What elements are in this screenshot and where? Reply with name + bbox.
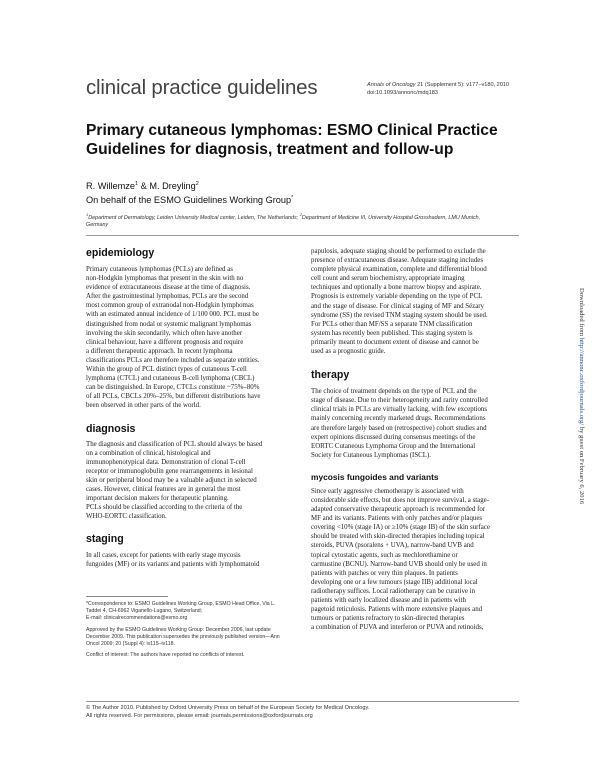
footnote-approval bbox=[86, 627, 296, 648]
text-line: presence of extracutaneous disease. Adequate staging includes bbox=[311, 257, 484, 265]
journal-volume: 21 (Supplement 5): v177–v180, 2010 bbox=[415, 82, 510, 88]
heading-diagnosis: diagnosis bbox=[86, 422, 136, 435]
text-line: Oncol 2009; 20 (Suppl 4): iv115–iv118. bbox=[86, 640, 175, 647]
text-line: can be distinguished. In Europe, CTCLs constitute ~75%–80% bbox=[86, 384, 260, 392]
text-line: syndrome (SS) the revised TNM staging system should be used. bbox=[311, 311, 488, 319]
affiliation-line: Germany bbox=[86, 222, 109, 228]
text-line: Within the group of PCL distinct types of cutaneous T-cell bbox=[86, 366, 247, 374]
text-line: been observed in other parts of the world. bbox=[86, 402, 201, 410]
text-line: a combination of PUVA and interferon or PUVA and retinoids, bbox=[311, 624, 484, 632]
left-column bbox=[86, 241, 296, 570]
text-line: developing one or a few tumours (stage IIB) additional local bbox=[311, 578, 478, 586]
text-line: receptor or immunoglobulin gene rearrangements in lesional bbox=[86, 467, 253, 475]
text-line: Conflict of interest: The authors have reported no conflicts of interest. bbox=[86, 652, 245, 658]
text-line: primarily meant to document extent of disease and cannot be bbox=[311, 338, 479, 346]
staging-text bbox=[86, 551, 296, 569]
text-line: Approved by the ESMO Guidelines Working Group: December 2006, last update bbox=[86, 626, 271, 633]
text-line: December 2009. This publication supersedes the previously published version—Ann bbox=[86, 633, 280, 640]
footer-divider bbox=[86, 701, 519, 702]
author-separator: & bbox=[138, 181, 150, 192]
text-line: cell count and serum biochemistry, appropriate imaging bbox=[311, 275, 465, 283]
text-line: are therefore largely based on (retrospective) cohort studies and bbox=[311, 424, 487, 432]
text-line: steroids, PUVA (psoralens + UVA), narrow-band UVB and bbox=[311, 542, 474, 550]
text-line: considerable side effects, but does not improve survival, a stage- bbox=[311, 496, 490, 504]
copyright-notice bbox=[86, 705, 369, 721]
doi-line bbox=[367, 90, 509, 98]
text-line: evidence of extracutaneous disease at the time of diagnosis. bbox=[86, 284, 251, 292]
working-group: On behalf of the ESMO Guidelines Working Group bbox=[86, 195, 292, 206]
author-list bbox=[86, 181, 199, 191]
article-title: Primary cutaneous lymphomas: ESMO Clinical Practice Guidelines for diagnosis, treatment and follow-up bbox=[86, 122, 498, 159]
download-watermark bbox=[578, 288, 585, 504]
text-line: WHO-EORTC classification. bbox=[86, 513, 167, 521]
text-line: non-Hodgkin lymphomas that present in the skin with no bbox=[86, 275, 244, 283]
text-line: most common group of extranodal non-Hodgkin lymphomas bbox=[86, 302, 254, 310]
text-line: mainly concerning recently marketed drugs. Recommendations bbox=[311, 415, 486, 423]
download-prefix: Downloaded from bbox=[578, 288, 585, 338]
affiliation-marker: 1 bbox=[135, 181, 139, 187]
text-line: and the stage of disease. For clinical staging of MF and Sézary bbox=[311, 302, 484, 310]
text-line: complete physical examination, complete and differential blood bbox=[311, 266, 487, 274]
text-line: covering <10% (stage IA) or ≥10% (stage IB) of the skin surface bbox=[311, 524, 490, 532]
text-line: PCLs should be classified according to the criteria of the bbox=[86, 504, 243, 512]
right-column bbox=[311, 241, 521, 632]
journal-citation-line bbox=[367, 82, 509, 90]
affiliation-marker: 2 bbox=[195, 181, 199, 187]
text-line: a different therapeutic approach. In recent lymphoma bbox=[86, 347, 233, 355]
text-line: system has recently been published. This staging system is bbox=[311, 329, 473, 337]
affiliation-text: Department of Dermatology, Leiden University Medical center, Leiden, The Netherlands; bbox=[88, 214, 300, 221]
text-line: After the gastrointestinal lymphomas, PCLs are the second bbox=[86, 293, 249, 301]
text-line: Prognosis is extremely variable depending on the type of PCL bbox=[311, 293, 483, 301]
text-line: involving the skin secondarily, which often have another bbox=[86, 329, 243, 337]
diagnosis-text bbox=[86, 440, 296, 522]
journal-name: Annals of Oncology bbox=[367, 82, 416, 88]
journal-citation bbox=[367, 82, 509, 97]
heading-mycosis-fungoides: mycosis fungoides and variants bbox=[311, 471, 439, 482]
journal-link[interactable]: http://annonc.oxfordjournals.org/ bbox=[578, 337, 585, 426]
text-line: techniques and optionally a bone marrow biopsy and aspirate. bbox=[311, 284, 482, 292]
text-line: EORTC Cutaneous Lymphoma Group and the International bbox=[311, 442, 476, 450]
text-line: of all PCLs, CBCLs 20%–25%, but different distributions have bbox=[86, 393, 261, 401]
on-behalf-line bbox=[86, 195, 293, 205]
text-line: The diagnosis and classification of PCL should always be based bbox=[86, 440, 263, 448]
text-line: expert opinions discussed during consensus meetings of the bbox=[311, 433, 476, 441]
copyright-line: © The Author 2010. Published by Oxford University Press on behalf of the European Society for Medical Oncology. bbox=[86, 705, 370, 711]
author-name: M. Dreyling bbox=[149, 181, 196, 192]
text-line: Society for Cutaneous Lymphomas (ISCL). bbox=[311, 451, 431, 459]
text-line: should be treated with skin-directed therapies including topical bbox=[311, 533, 485, 541]
affiliation-marker: 1 bbox=[86, 212, 89, 217]
text-line: immunophenotypical data. Demonstration of clonal T-cell bbox=[86, 458, 246, 466]
footnote-conflict bbox=[86, 652, 296, 659]
footnotes bbox=[86, 601, 296, 664]
text-line: patients with patches or very thin plaques. In patients bbox=[311, 569, 458, 577]
text-line: stage of disease. Due to their heterogeneity and rarity controlled bbox=[311, 397, 488, 405]
affiliation-text: Department of Medicine III, University Hospital Grosshadern, LMU Munich, bbox=[301, 214, 481, 221]
text-line: used as a prognostic guide. bbox=[311, 348, 386, 356]
text-line: The choice of treatment depends on the type of PCL and the bbox=[311, 388, 477, 396]
text-line: Primary cutaneous lymphomas (PCLs) are defined as bbox=[86, 266, 233, 273]
text-line: topical cytostatic agents, such as mechlorethamine or bbox=[311, 551, 458, 559]
footnote-correspondence bbox=[86, 601, 296, 622]
text-line: lymphoma (CTCL) and cutaneous B-cell lymphoma (CBCL) bbox=[86, 375, 255, 383]
text-line: adapted conservative therapeutic approach is recommended for bbox=[311, 506, 486, 514]
section-title: clinical practice guidelines bbox=[86, 76, 318, 99]
heading-staging: staging bbox=[86, 533, 124, 546]
heading-epidemiology: epidemiology bbox=[86, 247, 155, 259]
author-name: R. Willemze bbox=[86, 181, 136, 192]
affiliation-line bbox=[86, 211, 518, 222]
footnote-divider bbox=[86, 596, 168, 597]
download-suffix: by guest on February 6, 2016 bbox=[578, 425, 585, 505]
text-line: important decision makers for therapeutic planning. bbox=[86, 495, 229, 503]
text-line: on a combination of clinical, histological and bbox=[86, 449, 211, 457]
text-line: *Correspondence to: ESMO Guidelines Working Group, ESMO Head Office, Via L. bbox=[86, 601, 276, 607]
therapy-text bbox=[311, 387, 521, 460]
epidemiology-text bbox=[86, 265, 296, 411]
text-line: In all cases, except for patients with early stage mycosis bbox=[86, 552, 241, 560]
text-line: papulosis, adequate staging should be performed to exclude the bbox=[311, 248, 486, 255]
text-line: pagetoid reticulosis. Patients with more extensive plaques and bbox=[311, 606, 483, 614]
doi: doi:10.1093/annonc/mdq183 bbox=[367, 89, 438, 96]
text-line: classifications PCLs are therefore included as separate entities. bbox=[86, 356, 260, 364]
affiliation-marker: 2 bbox=[299, 212, 302, 217]
correspondence-marker: * bbox=[291, 195, 294, 201]
text-line: distinguished from nodal or systemic malignant lymphomas bbox=[86, 320, 252, 328]
text-line: Taddei 4, CH-6962 Viganello-Lugano, Switzerland; bbox=[86, 608, 203, 614]
text-line: clinical behaviour, have a different prognosis and require bbox=[86, 338, 244, 346]
staging-text-continued bbox=[311, 247, 521, 356]
text-line: E-mail: clinicalrecommendations@esmo.org bbox=[86, 615, 188, 621]
text-line: fungoides (MF) or its variants and patients with lymphomatoid bbox=[86, 561, 260, 569]
text-line: patients with early localized disease and in patients with bbox=[311, 597, 466, 604]
text-line: tumours or patients refractory to skin-directed therapies bbox=[311, 615, 465, 623]
text-line: For PCLs other than MF/SS a separate TNM classification bbox=[311, 320, 473, 328]
text-line: skin or peripheral blood may be a valuable adjunct in selected bbox=[86, 476, 257, 484]
text-line: with an estimated annual incidence of 1/100 000. PCL must be bbox=[86, 311, 259, 319]
text-line: cases. However, clinical features are in general the most bbox=[86, 485, 241, 493]
text-line: clinical trials in PCLs are virtually lacking, with few exceptions bbox=[311, 406, 488, 414]
header-divider bbox=[86, 235, 519, 236]
affiliations bbox=[86, 211, 518, 229]
text-line: Since early aggressive chemotherapy is associated with bbox=[311, 487, 464, 495]
text-line: MF and its variants. Patients with only patches and/or plaques bbox=[311, 515, 483, 523]
permissions-line: All rights reserved. For permissions, please email: journals.permissions@oxfordjournals.org bbox=[86, 712, 313, 719]
text-line: radiotherapy suffices. Local radiotherapy can be curative in bbox=[311, 587, 476, 595]
text-line: carmustine (BCNU). Narrow-band UVB should only be used in bbox=[311, 560, 487, 568]
mycosis-text bbox=[311, 487, 521, 633]
heading-therapy: therapy bbox=[311, 369, 350, 382]
